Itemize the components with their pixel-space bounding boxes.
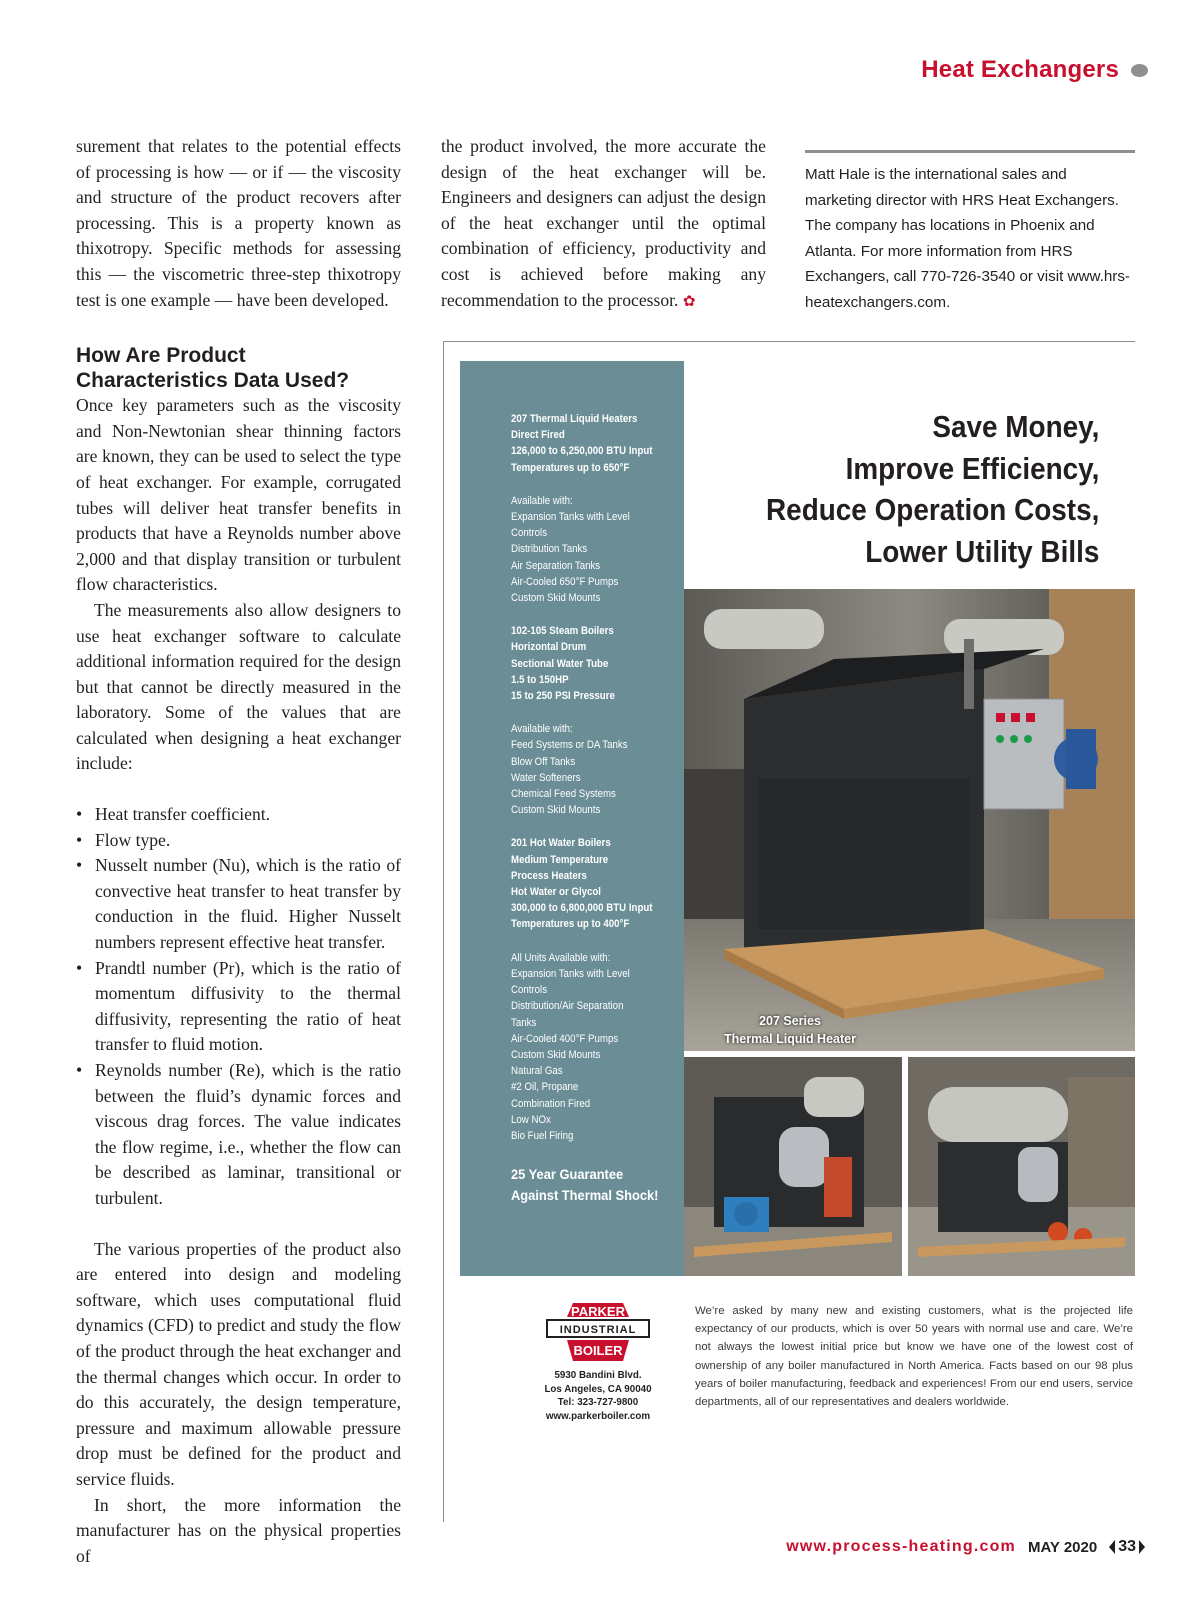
spec-line: Medium Temperature <box>511 853 609 866</box>
spec-line: Hot Water or Glycol <box>511 886 602 899</box>
spec-line: #2 Oil, Propane <box>511 1081 579 1094</box>
spec-line: Expansion Tanks with Level <box>511 511 630 524</box>
spec-line: Temperatures up to 650°F <box>511 461 630 474</box>
section-header <box>921 56 1148 84</box>
page-footer <box>786 1538 1145 1556</box>
spec-line: Blow Off Tanks <box>511 755 576 768</box>
spec-line: 126,000 to 6,250,000 BTU Input <box>511 445 653 458</box>
author-bio: Matt Hale is the international sales and marketing director with HRS Heat Exchangers. The company has locations in Phoenix and Atlanta. For more information from HRS Exchangers, call 770-726-3540 or visit www.hrs-heatexchangers.com. <box>805 166 1130 311</box>
bio-rule <box>805 150 1135 153</box>
footer-date: MAY 2020 <box>1027 1538 1098 1556</box>
spec-line: Available with: <box>511 723 573 736</box>
spec-line: Feed Systems or DA Tanks <box>511 739 628 752</box>
caption-line: 207 Series <box>759 1014 821 1028</box>
spec-group-options <box>511 493 654 606</box>
guarantee-line: 25 Year Guarantee <box>511 1166 624 1183</box>
paragraph-text: the product involved, the more accurate the design of the heat exchanger will be. Engineers and designers can adjust the design of the heat exchanger until the optimal combination of efficiency, productivity and cost is achieved before making any recommendation to the processor. <box>441 136 766 310</box>
spec-line: Bio Fuel Firing <box>511 1129 574 1142</box>
spec-line: Air-Cooled 400°F Pumps <box>511 1032 619 1045</box>
ad-spec-panel <box>460 361 684 1276</box>
spec-group-all-units <box>511 950 654 1144</box>
spec-line: Custom Skid Mounts <box>511 592 601 605</box>
paragraph: surement that relates to the potential effects of processing is how — or if — the viscosity and structure of the product recovers after processing. This is a property known as thixotropy. Specific methods for assessing this — the viscometric three-step thixotropy test is one example — have been developed. <box>76 136 401 310</box>
spec-line: Combination Fired <box>511 1097 591 1110</box>
spec-line: 201 Hot Water Boilers <box>511 837 611 850</box>
spec-line: Tanks <box>511 1016 537 1029</box>
paragraph <box>441 134 766 314</box>
address-line: 5930 Bandini Blvd. <box>554 1370 642 1381</box>
spec-line: Chemical Feed Systems <box>511 788 616 801</box>
column-divider <box>443 342 444 1522</box>
bullet-item: • Prandtl number (Pr), which is the ratio of momentum diffusivity to the thermal diffusivity, representing the ratio of heat transfer to fluid motion. <box>76 956 401 1058</box>
address-line: Tel: 323-727-9800 <box>557 1397 639 1409</box>
section-title: Heat Exchangers <box>921 56 1119 83</box>
spec-line: Temperatures up to 400°F <box>511 918 630 931</box>
logo-text-top: PARKER <box>571 1304 625 1319</box>
spec-line: Sectional Water Tube <box>511 657 609 670</box>
header-dot-icon <box>1131 64 1148 77</box>
spec-line: Available with: <box>511 494 573 507</box>
ad-headline <box>766 406 1099 572</box>
bullet-item: • Reynolds number (Re), which is the ratio between the fluid’s dynamic forces and viscous drag forces. The value indicates the flow regime, i.e., whether the flow can be described as laminar, transitional or turbulent. <box>76 1058 401 1212</box>
page-number-value: 33 <box>1118 1538 1136 1555</box>
spec-line: 102-105 Steam Boilers <box>511 625 614 638</box>
page-right-arrow-icon <box>1139 1540 1145 1554</box>
spec-line: Water Softeners <box>511 771 581 784</box>
spec-line: Controls <box>511 984 548 997</box>
spec-line: 15 to 250 PSI Pressure <box>511 690 615 703</box>
spec-line: Natural Gas <box>511 1065 563 1078</box>
paragraph: Once key parameters such as the viscosity and Non-Newtonian shear thinning factors are known, they can be used to select the type of heat exchanger. For example, corrugated tubes will deliver heat transfer benefits in products that have a Reynolds number above 2,000 and that display transition or turbulent flow characteristics. <box>76 395 401 595</box>
spec-line: Process Heaters <box>511 869 587 882</box>
spec-line: Custom Skid Mounts <box>511 804 601 817</box>
spec-line: 207 Thermal Liquid Heaters <box>511 413 638 425</box>
spec-line: Horizontal Drum <box>511 641 587 654</box>
caption-line: Thermal Liquid Heater <box>724 1032 856 1046</box>
spec-group-thermal-liquid <box>511 411 654 476</box>
company-address <box>527 1369 669 1423</box>
spec-line: Custom Skid Mounts <box>511 1048 601 1061</box>
photo-caption <box>690 1012 890 1048</box>
headline-line: Lower Utility Bills <box>864 533 1099 569</box>
bullet-list <box>76 802 401 1212</box>
spec-line: All Units Available with: <box>511 951 611 964</box>
boiler-photo-main <box>684 589 1135 1051</box>
page-number <box>1109 1538 1145 1556</box>
article-column-1 <box>76 134 401 1569</box>
spec-line: 1.5 to 150HP <box>511 673 569 686</box>
address-line: Los Angeles, CA 90040 <box>544 1383 652 1395</box>
end-mark-icon: ✿ <box>682 291 696 310</box>
spec-line: Low NOx <box>511 1113 551 1126</box>
divider <box>443 341 1135 342</box>
paragraph: In short, the more information the manufacturer has on the physical properties of <box>76 1494 401 1566</box>
subhead: How Are Product Characteristics Data Used? <box>76 344 350 393</box>
bullet-item: • Nusselt number (Nu), which is the ratio of convective heat transfer to heat transfer by conduction in the fluid. Higher Nusselt numbers represent effective heat transfer. <box>76 853 401 955</box>
headline-line: Reduce Operation Costs, <box>765 492 1099 527</box>
parker-boiler-logo <box>543 1299 653 1371</box>
spec-group-steam <box>511 623 654 704</box>
spec-line: Direct Fired <box>511 429 565 442</box>
headline-line: Improve Efficiency, <box>845 450 1099 486</box>
spec-line: Air Separation Tanks <box>511 559 601 572</box>
headline-line: Save Money, <box>932 409 1099 444</box>
article-column-2 <box>441 134 766 314</box>
bullet-item: • Flow type. <box>76 828 401 854</box>
spec-line: Distribution/Air Separation <box>511 1000 624 1013</box>
spec-group-options <box>511 721 654 818</box>
logo-text-middle: INDUSTRIAL <box>559 1324 637 1336</box>
paragraph: The measurements also allow designers to use heat exchanger software to calculate additional information required for the design but that cannot be directly measured in the laboratory. Some of the values that are calculated when designing a heat exchanger include: <box>76 599 401 774</box>
guarantee-line: Against Thermal Shock! <box>511 1187 659 1204</box>
spec-group-hot-water <box>511 835 654 932</box>
bullet-item: • Heat transfer coefficient. <box>76 802 401 828</box>
address-line: www.parkerboiler.com <box>545 1410 651 1422</box>
spec-line: Expansion Tanks with Level <box>511 967 630 980</box>
spec-line: Air-Cooled 650°F Pumps <box>511 575 619 588</box>
ad-body-text: We’re asked by many new and existing customers, what is the projected life expectancy of our products, which is over 50 years with normal use and care. We’re not always the lowest initial price but know we have one of the lowest cost of ownership of any boiler manufactured in North America. Facts based on our 98 plus years of boiler manufacturing, feedback and experiences! From our end users, service departments, all of our representatives and dealers worldwide. <box>695 1305 1133 1409</box>
page-left-arrow-icon <box>1109 1540 1115 1554</box>
paragraph: The various properties of the product also are entered into design and modeling software, which uses computational fluid dynamics (CFD) to predict and study the flow of the product through the heat exchanger and the thermal changes which occur. In order to do this accurately, the design temperature, pressure and maximum allowable pressure drop must be defined for the product and service fluids. <box>76 1238 401 1489</box>
spec-line: Controls <box>511 527 548 540</box>
boiler-photo-left <box>684 1057 902 1276</box>
spec-line: Distribution Tanks <box>511 543 588 556</box>
logo-text-bottom: BOILER <box>573 1343 623 1358</box>
guarantee-text <box>511 1164 661 1206</box>
boiler-photo-right <box>908 1057 1135 1276</box>
spec-line: 300,000 to 6,800,000 BTU Input <box>511 902 653 915</box>
footer-url: www.process-heating.com <box>786 1538 1016 1555</box>
